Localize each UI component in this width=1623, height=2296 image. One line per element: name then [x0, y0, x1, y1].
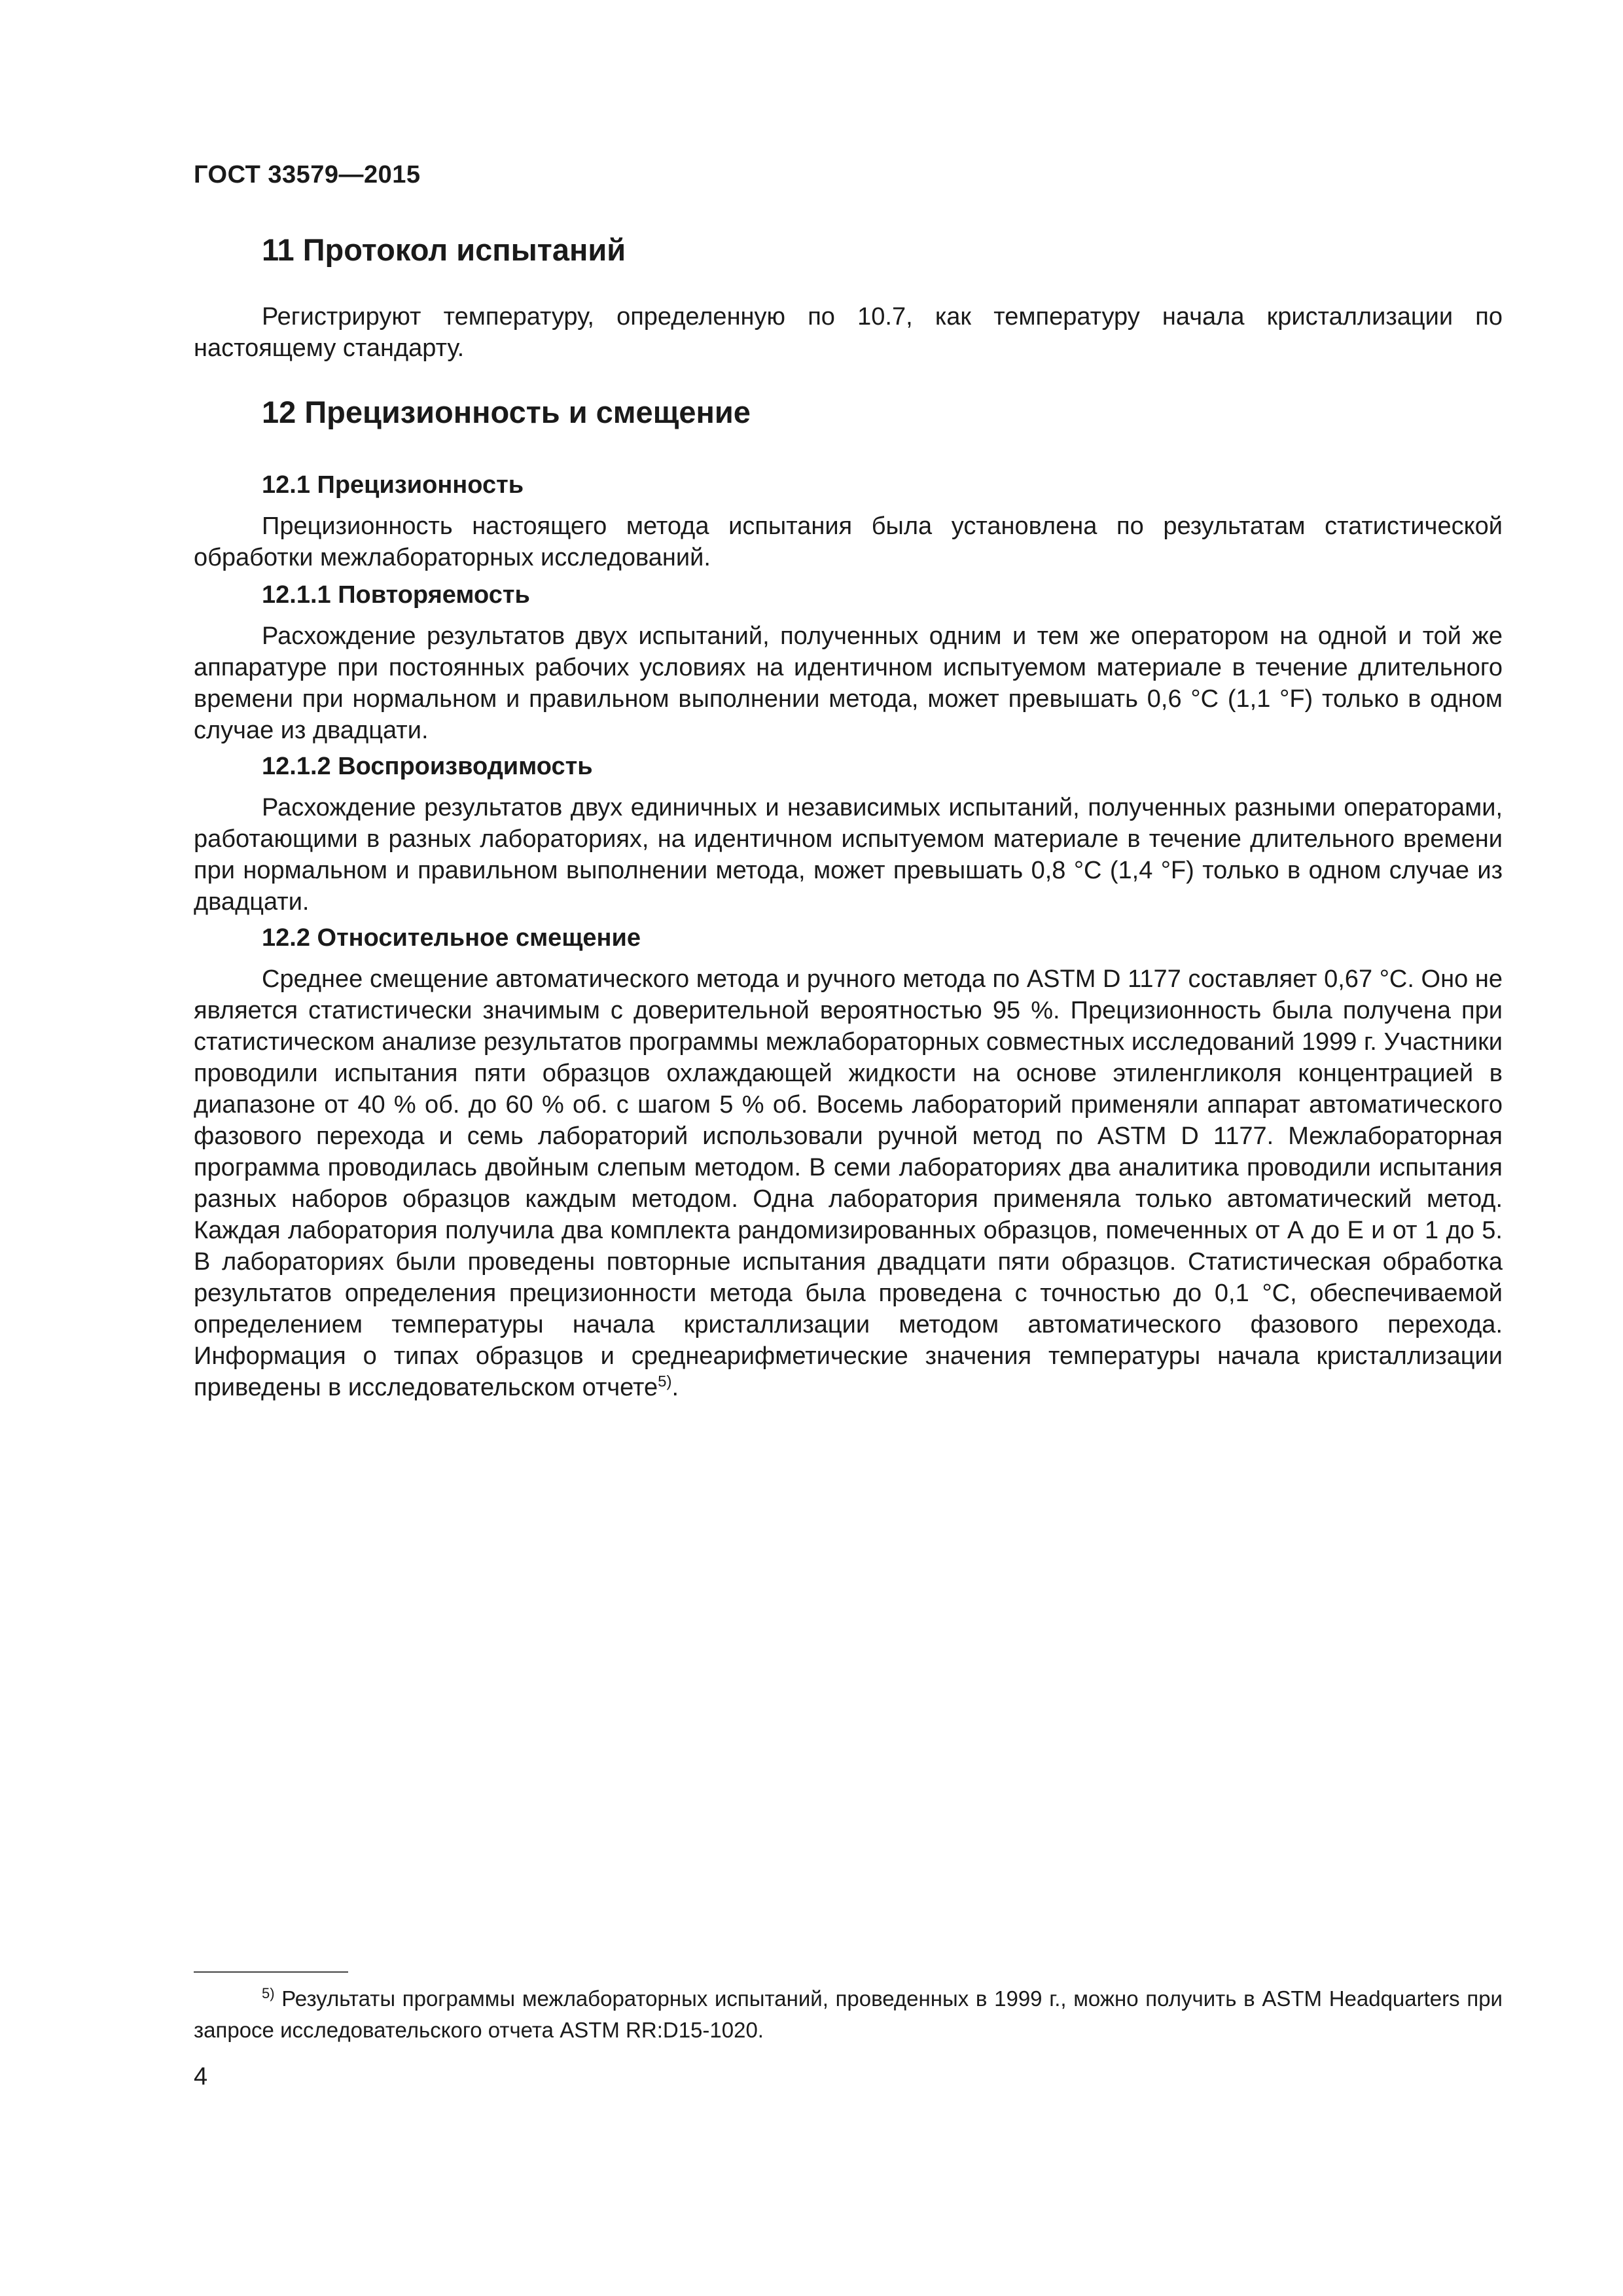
footnote-marker: 5): [262, 1985, 275, 2001]
paragraph-end-punct: .: [671, 1374, 679, 1401]
heading-section-12-2: 12.2 Относительное смещение: [262, 924, 641, 952]
paragraph-section-12-1-2: Расхождение результатов двух единичных и независимых испытаний, полученных разными операторами, работающими в разных лабораториях, на идентичном испытуемом материале в течение длительного времени при нормальном и правильном выполнении метода, может превышать 0,8 °С (1,4 °F) только в одном случае из двадцати.: [194, 794, 1503, 916]
paragraph-section-11: Регистрируют температуру, определенную по 10.7, как температуру начала кристаллизации по настоящему стандарту.: [194, 303, 1503, 362]
footnote-separator: [194, 1971, 348, 1973]
footnote-ref: 5): [658, 1372, 672, 1391]
page-number: 4: [194, 2063, 208, 2090]
paragraph-section-12-1: Прецизионность настоящего метода испытания была установлена по результатам статистической обработки межлабораторных исследований.: [194, 512, 1503, 571]
footnote-text: Результаты программы межлабораторных испытаний, проведенных в 1999 г., можно получить в ASTM Headquarters при запросе исследовательского отчета ASTM RR:D15-1020.: [194, 1986, 1503, 2042]
heading-section-12-1: 12.1 Прецизионность: [262, 471, 524, 499]
heading-section-12: 12 Прецизионность и смещение: [262, 395, 751, 429]
heading-section-12-1-2: 12.1.2 Воспроизводимость: [262, 753, 593, 780]
paragraph-section-12-1-1: Расхождение результатов двух испытаний, полученных одним и тем же оператором на одной и той же аппаратуре при постоянных рабочих условиях на идентичном испытуемом материале в течение длительного времени при нормальном и правильном выполнении метода, может превышать 0,6 °С (1,1 °F) только в одном случае из двадцати.: [194, 622, 1503, 744]
standard-id: ГОСТ 33579—2015: [194, 161, 421, 188]
heading-section-12-1-1: 12.1.1 Повторяемость: [262, 581, 530, 609]
footnote: [194, 1983, 1503, 2046]
heading-section-11: 11 Протокол испытаний: [262, 232, 626, 267]
paragraph-section-12-2: [194, 963, 1503, 1403]
paragraph-section-12-2-text: Среднее смещение автоматического метода и ручного метода по ASTM D 1177 составляет 0,67 °С. Оно не является статистически значимым с доверительной вероятностью 95 %. Прецизионность была получена при статистическом анализе результатов программы межлабораторных совместных исследований 1999 г. Участники проводили испытания пяти образцов охлаждающей жидкости на основе этиленгликоля концентрацией в диапазоне от 40 % об. до 60 % об. с шагом 5 % об. Восемь лабораторий применяли аппарат автоматического фазового перехода и семь лабораторий использовали ручной метод по ASTM D 1177. Межлабораторная программа проводилась двойным слепым методом. В семи лабораториях два аналитика проводили испытания разных наборов образцов каждым методом. Одна лаборатория применяла только автоматический метод. Каждая лаборатория получила два комплекта рандомизированных образцов, помеченных от А до Е и от 1 до 5. В лабораториях были проведены повторные испытания двадцати пяти образцов. Статистическая обработка результатов определения прецизионности метода была проведена с точностью до 0,1 °С, обеспечиваемой определением температуры начала кристаллизации методом автоматического фазового перехода. Информация о типах образцов и среднеарифметические значения температуры начала кристаллизации приведены в исследовательском отчете: [194, 965, 1503, 1401]
